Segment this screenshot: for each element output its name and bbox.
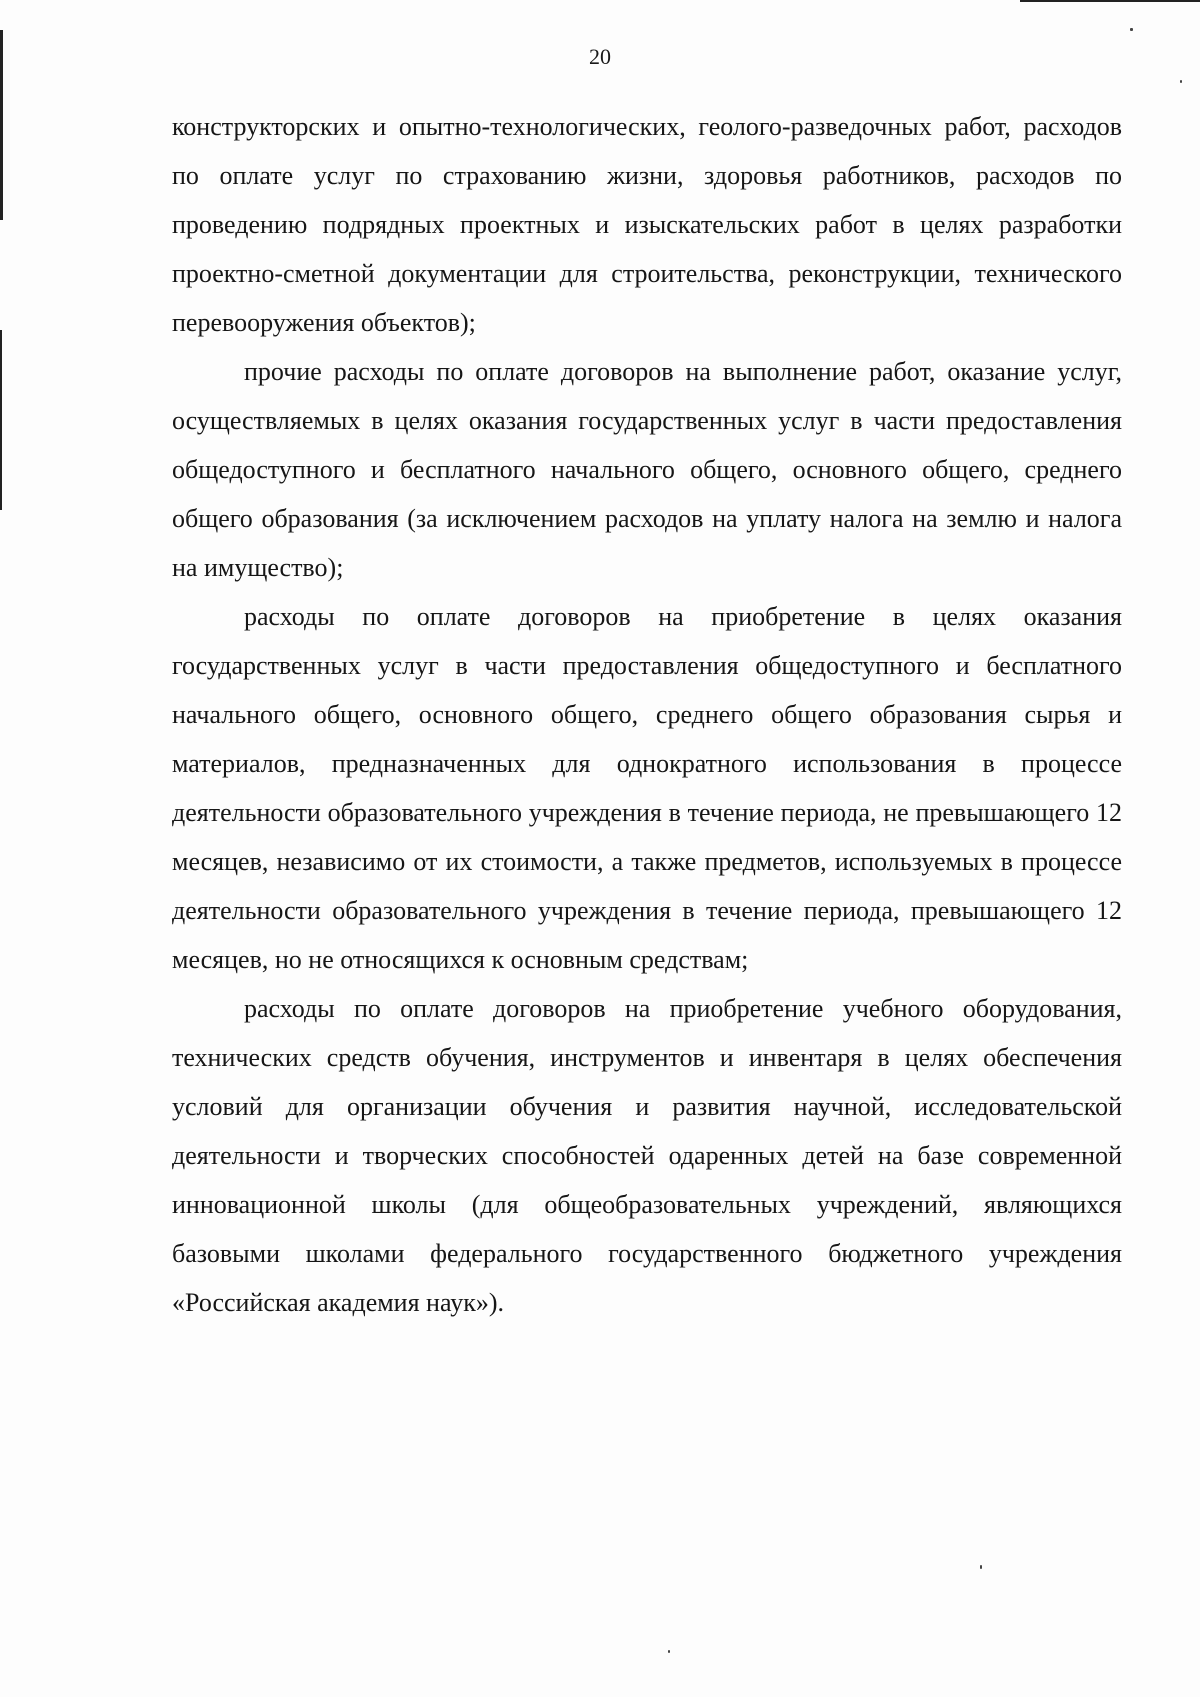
scan-speck (980, 1565, 982, 1569)
scan-edge-mark (0, 330, 2, 510)
body-text (172, 102, 1122, 1327)
scan-speck (1130, 28, 1133, 31)
scan-speck (668, 1650, 670, 1653)
scan-speck (1180, 80, 1182, 83)
paragraph: расходы по оплате договоров на приобретение в целях оказания государственных услуг в части предоставления общедоступного и бесплатного начального общего, основного общего, среднего общего образования сырья и материалов, предназначенных для однократного использования в процессе деятельности образовательного учреждения в течение периода, не превышающего 12 месяцев, независимо от их стоимости, а также предметов, используемых в процессе деятельности образовательного учреждения в течение периода, превышающего 12 месяцев, но не относящихся к основным средствам; (172, 602, 1122, 974)
page-number: 20 (589, 44, 611, 69)
paragraph: прочие расходы по оплате договоров на выполнение работ, оказание услуг, осуществляемых в целях оказания государственных услуг в части предоставления общедоступного и бесплатного начального общего, основного общего, среднего общего образования (за исключением расходов на уплату налога на землю и налога на имущество); (172, 357, 1122, 582)
scan-edge-mark (1020, 0, 1200, 2)
paragraph: расходы по оплате договоров на приобретение учебного оборудования, технических средств обучения, инструментов и инвентаря в целях обеспечения условий для организации обучения и развития научной, исследовательской деятельности и творческих способностей одаренных детей на базе современной инновационной школы (для общеобразовательных учреждений, являющихся базовыми школами федерального государственного бюджетного учреждения «Российская академия наук»). (172, 994, 1122, 1317)
paragraph: конструкторских и опытно-технологических, геолого-разведочных работ, расходов по оплате услуг по страхованию жизни, здоровья работников, расходов по проведению подрядных проектных и изыскательских работ в целях разработки проектно-сметной документации для строительства, реконструкции, технического перевооружения объектов); (172, 112, 1122, 337)
